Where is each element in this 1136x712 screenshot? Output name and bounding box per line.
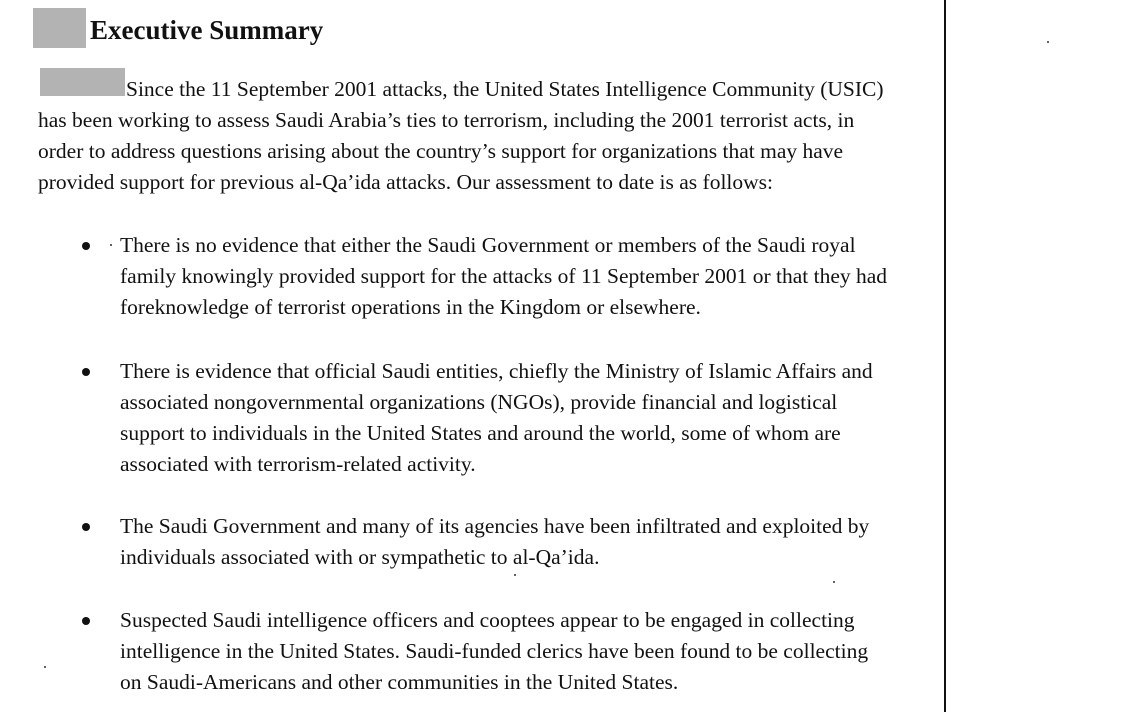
finding-item <box>120 511 1080 573</box>
finding-line: There is no evidence that either the Saudi Government or members of the Saudi royal <box>120 233 856 257</box>
finding-line: intelligence in the United States. Saudi-funded clerics have been found to be collecting <box>120 639 869 663</box>
finding-item <box>120 605 1080 698</box>
bullet-icon <box>82 368 90 376</box>
intro-paragraph <box>38 74 1088 198</box>
scan-speck <box>833 581 835 583</box>
scan-speck <box>44 666 46 668</box>
finding-line: associated with terrorism-related activity. <box>120 452 476 476</box>
bullet-icon <box>82 242 90 250</box>
scan-speck <box>514 574 516 576</box>
finding-line: family knowingly provided support for the attacks of 11 September 2001 or that they had <box>120 264 888 288</box>
scan-speck <box>110 244 112 246</box>
intro-line: has been working to assess Saudi Arabia’s ties to terrorism, including the 2001 terrorist acts, in <box>38 108 855 132</box>
finding-item <box>120 356 1080 480</box>
intro-line: provided support for previous al-Qa’ida attacks. Our assessment to date is as follows: <box>38 170 774 194</box>
heading-redaction-box <box>33 8 86 48</box>
finding-line: Suspected Saudi intelligence officers and cooptees appear to be engaged in collecting <box>120 608 855 632</box>
finding-line: on Saudi-Americans and other communities in the United States. <box>120 670 679 694</box>
finding-line: The Saudi Government and many of its agencies have been infiltrated and exploited by <box>120 514 870 538</box>
finding-line: individuals associated with or sympathetic to al-Qa’ida. <box>120 545 600 569</box>
intro-line: Since the 11 September 2001 attacks, the United States Intelligence Community (USIC) <box>126 77 884 101</box>
finding-line: associated nongovernmental organizations (NGOs), provide financial and logistical <box>120 390 838 414</box>
finding-line: support to individuals in the United States and around the world, some of whom are <box>120 421 841 445</box>
bullet-icon <box>82 617 90 625</box>
intro-line: order to address questions arising about the country’s support for organizations that may have <box>38 139 844 163</box>
finding-line: There is evidence that official Saudi entities, chiefly the Ministry of Islamic Affairs and <box>120 359 873 383</box>
bullet-icon <box>82 523 90 531</box>
finding-item <box>120 230 1080 323</box>
scan-artifact-line <box>944 0 946 712</box>
section-heading: Executive Summary <box>90 15 324 45</box>
scan-speck <box>1047 41 1049 43</box>
finding-line: foreknowledge of terrorist operations in the Kingdom or elsewhere. <box>120 295 701 319</box>
